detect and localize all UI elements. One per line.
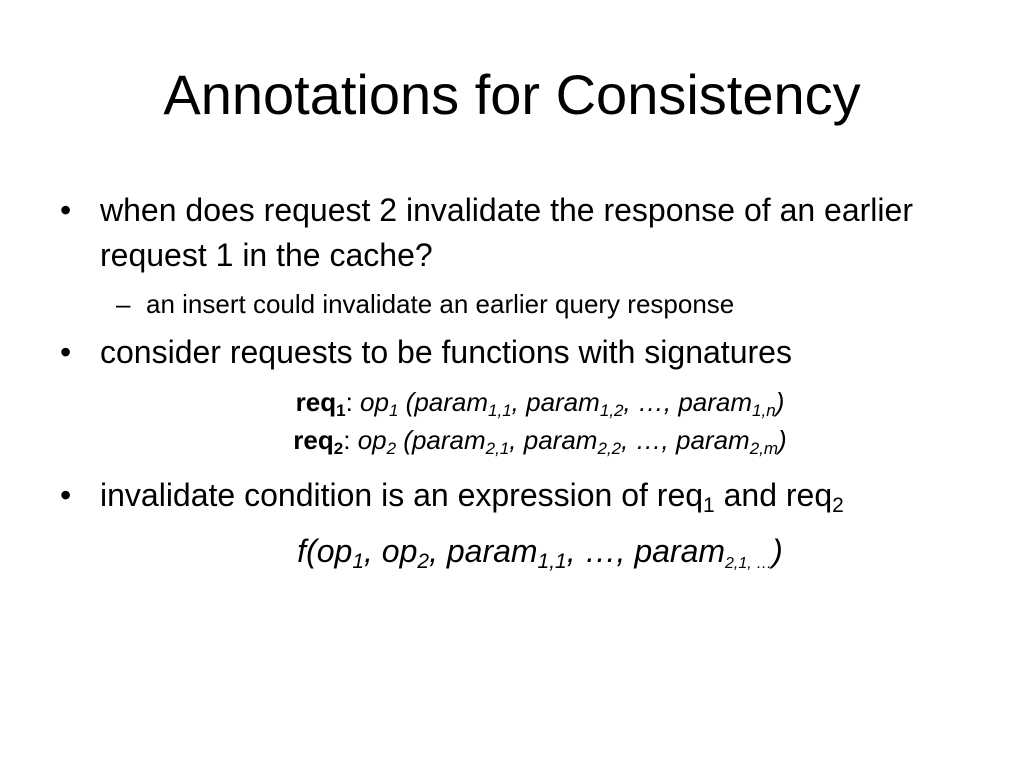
req2-name: req	[293, 425, 334, 455]
bullet-item	[60, 330, 980, 375]
req1-open: (param	[398, 387, 489, 417]
req2-op-sub: 2	[386, 439, 397, 458]
func-text-2: , param	[429, 533, 538, 569]
req1-signature	[360, 387, 785, 420]
bullet3-sub-a: 1	[703, 494, 715, 517]
bullet-text: when does request 2 invalidate the response of an earlier request 1 in the cache?	[100, 192, 913, 273]
bullet-marker: •	[60, 334, 72, 370]
sub-bullet-item	[60, 286, 980, 322]
req1-mid2: , …, param	[623, 387, 753, 417]
bullet-item	[60, 188, 980, 278]
req1-close: )	[775, 387, 785, 417]
func-close: )	[772, 533, 783, 569]
func-sub-4: 2,1, …	[725, 555, 773, 572]
invalidate-function	[60, 526, 980, 576]
req1-name-sub: 1	[336, 401, 346, 420]
func-text-3: , …, param	[566, 533, 726, 569]
dash-marker: –	[116, 289, 131, 319]
req1-op: op	[360, 387, 389, 417]
req2-signature	[357, 425, 787, 458]
req2-p3-sub: 2,m	[749, 439, 779, 458]
bullet3-sub-b: 2	[832, 494, 844, 517]
req2-p1-sub: 2,1	[485, 439, 510, 458]
req1-name: req	[295, 387, 337, 417]
slide-content	[60, 188, 980, 576]
func-text-1: , op	[364, 533, 418, 569]
req1-p1-sub: 1,1	[488, 401, 512, 420]
bullet3-text-a: invalidate condition is an expression of req	[100, 477, 704, 513]
req2-name-sub: 2	[333, 439, 344, 458]
bullet-text	[100, 477, 844, 517]
req2-p2-sub: 2,2	[597, 439, 622, 458]
func-sub-1: 1	[352, 550, 364, 573]
sub-bullet-text: an insert could invalidate an earlier query response	[146, 289, 735, 319]
req2-label	[293, 425, 344, 458]
bullet-marker: •	[60, 192, 72, 228]
req2-colon: :	[343, 425, 351, 455]
func-sub-3: 1,1	[537, 550, 567, 573]
func-open: f(op	[297, 533, 353, 569]
req1-op-sub: 1	[388, 401, 399, 420]
bullet-item	[60, 473, 980, 518]
req2-mid1: , param	[509, 425, 598, 455]
req2-close: )	[778, 425, 787, 455]
req1-p3-sub: 1,n	[752, 401, 776, 420]
signature-req2	[60, 421, 980, 459]
signature-req1	[60, 383, 980, 421]
req2-open: (param	[396, 425, 486, 455]
bullet-marker: •	[60, 477, 72, 513]
req1-mid1: , param	[511, 387, 600, 417]
req1-label	[295, 387, 346, 420]
func-sub-2: 2	[417, 550, 430, 573]
req1-p2-sub: 1,2	[599, 401, 624, 420]
bullet-text: consider requests to be functions with signatures	[100, 334, 792, 370]
req2-op: op	[357, 425, 387, 455]
bullet3-text-b: and req	[714, 477, 833, 513]
slide-title: Annotations for Consistency	[163, 63, 861, 126]
req1-colon: :	[345, 387, 353, 417]
req2-mid2: , …, param	[621, 425, 750, 455]
